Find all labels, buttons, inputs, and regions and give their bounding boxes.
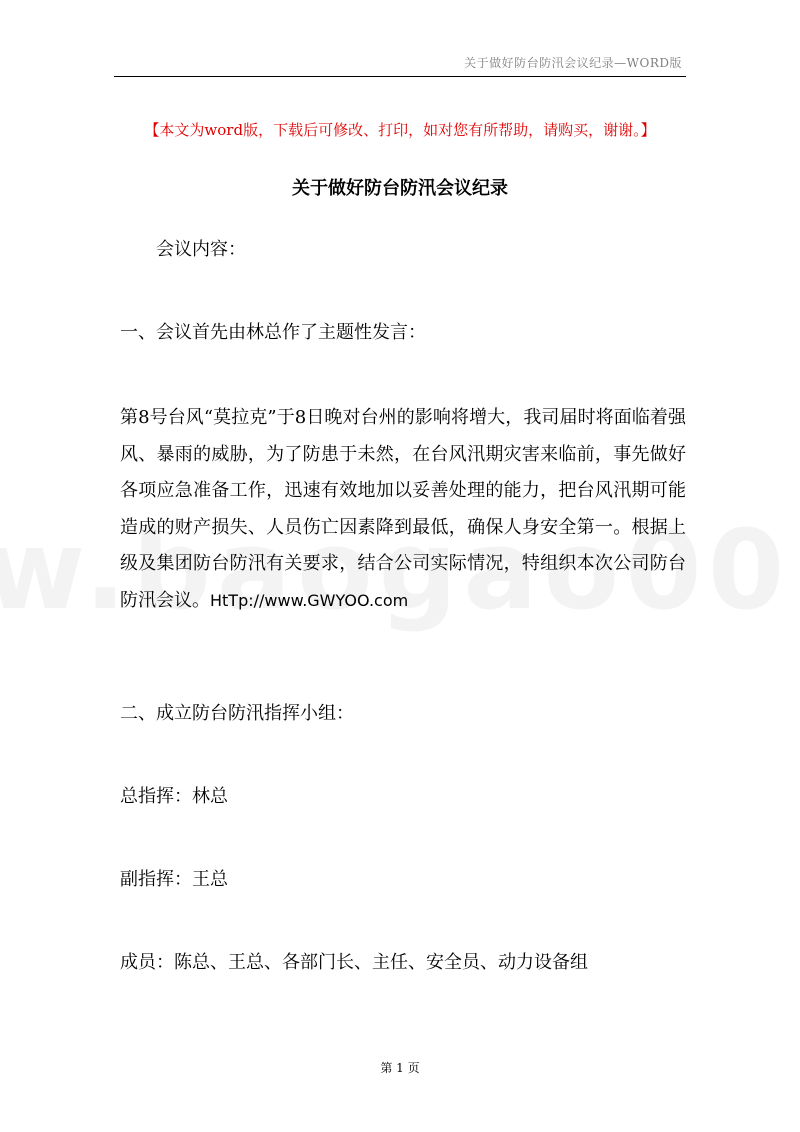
meeting-label: 会议内容：: [156, 239, 246, 260]
commander-line: 总指挥：林总: [120, 786, 228, 807]
section1-heading: 一、会议首先由林总作了主题性发言：: [120, 322, 426, 343]
vice-commander-line: 副指挥：王总: [120, 869, 228, 890]
document-title: 关于做好防台防汛会议纪录: [292, 178, 508, 199]
section2-heading: 二、成立防台防汛指挥小组：: [120, 703, 354, 724]
members-line: 成员：陈总、王总、各部门长、主任、安全员、动力设备组: [120, 952, 588, 973]
section1-body: [120, 400, 686, 619]
download-notice: 【本文为word版，下载后可修改、打印，如对您有所帮助，请购买，谢谢。】: [144, 121, 656, 139]
page-number: 第 1 页: [380, 1061, 420, 1075]
header-rule: [114, 76, 686, 77]
section1-text: 第8号台风“莫拉克”于8日晚对台州的影响将增大，我司届时将面临着强风、暴雨的威胁，为了防患于未然，在台风汛期灾害来临前，事先做好各项应急准备工作，迅速有效地加以妥善处理的能力，把台风汛期可能造成的财产损失、人员伤亡因素降到最低，确保人身安全第一。根据上级及集团防台防汛有关要求，结合公司实际情况，特组织本次公司防台防汛会议。: [120, 407, 686, 611]
running-header: 关于做好防台防汛会议纪录—WORD版: [464, 56, 682, 70]
section1-url: HtTp://www.GWYOO.com: [210, 590, 409, 610]
